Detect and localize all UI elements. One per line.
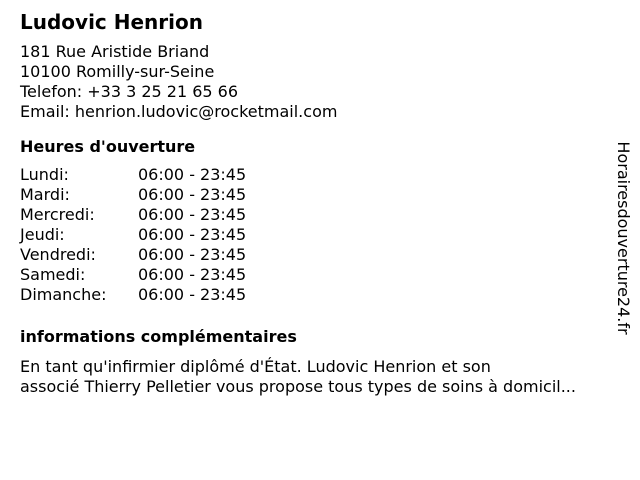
hours-time: 06:00 - 23:45 [138, 285, 247, 304]
hours-day: Vendredi: [20, 245, 96, 264]
hours-day: Dimanche: [20, 285, 107, 304]
hours-day: Samedi: [20, 265, 86, 284]
hours-row-dimanche [20, 285, 620, 305]
hours-time: 06:00 - 23:45 [138, 165, 247, 184]
business-card [20, 10, 620, 397]
hours-row-samedi [20, 265, 620, 285]
hours-day: Mardi: [20, 185, 70, 204]
info-line-2: associé Thierry Pelletier vous propose tous types de soins à domicil... [20, 377, 576, 396]
hours-time: 06:00 - 23:45 [138, 225, 247, 244]
site-watermark: Horairesdouverture24.fr [614, 141, 633, 335]
hours-row-vendredi [20, 245, 620, 265]
phone-line: Telefon: +33 3 25 21 65 66 [20, 82, 239, 101]
email-line: Email: henrion.ludovic@rocketmail.com [20, 102, 338, 121]
hours-day: Mercredi: [20, 205, 95, 224]
info-line-1: En tant qu'infirmier diplômé d'État. Ludovic Henrion et son [20, 357, 491, 376]
business-name: Ludovic Henrion [20, 10, 203, 34]
address-line-1: 181 Rue Aristide Briand [20, 42, 210, 61]
hours-time: 06:00 - 23:45 [138, 185, 247, 204]
hours-day: Lundi: [20, 165, 69, 184]
hours-day: Jeudi: [20, 225, 65, 244]
hours-row-mercredi [20, 205, 620, 225]
hours-time: 06:00 - 23:45 [138, 265, 247, 284]
hours-row-lundi [20, 165, 620, 185]
hours-time: 06:00 - 23:45 [138, 245, 247, 264]
hours-title: Heures d'ouverture [20, 137, 196, 156]
hours-time: 06:00 - 23:45 [138, 205, 247, 224]
address-line-2: 10100 Romilly-sur-Seine [20, 62, 215, 81]
hours-row-jeudi [20, 225, 620, 245]
info-title: informations complémentaires [20, 327, 297, 346]
hours-row-mardi [20, 185, 620, 205]
hours-list [20, 165, 620, 305]
